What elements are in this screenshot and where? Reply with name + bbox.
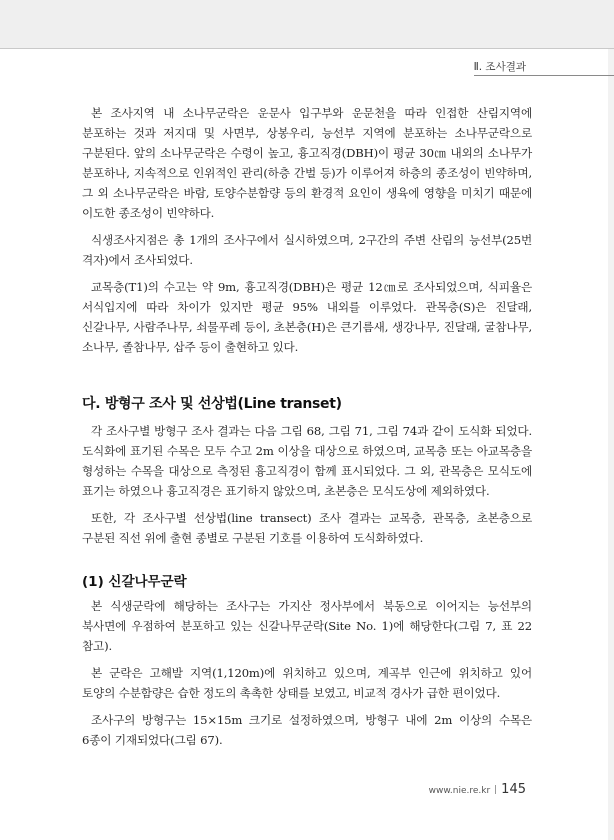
intro-paragraph-1: 본 조사지역 내 소나무군락은 운문사 입구부와 운문천을 따라 인접한 산림지역에 분포하는 것과 저지대 및 사면부, 상봉우리, 능선부 지역에 분포하는 소나무군락으로 구분된다. 앞의 소나무군락은 수령이 높고, 흉고직경(DBH)이 평균 30㎝ 내외의 소나무가 분포하나, 지속적으로 인위적인 관리(하층 간벌 등)가 이루어져 하층의 종조성이 빈약하며, 그 외 소나무군락은 바람, 토양수분함량 등의 환경적 요인이 생육에 영향을 미치기 때문에 이도한 종조성이 빈약하다. bbox=[82, 106, 532, 220]
page-edge-tab bbox=[608, 49, 614, 840]
header-divider bbox=[0, 48, 614, 49]
page-body bbox=[82, 103, 532, 757]
section-paragraph-2: 또한, 각 조사구별 선상법(line transect) 조사 결과는 교목층, 관목층, 초본층으로 구분된 직선 위에 출현 종별로 구분된 기호를 이용하여 도식화하였다. bbox=[82, 511, 532, 545]
subsection-paragraph-1: 본 식생군락에 해당하는 조사구는 가지산 정사부에서 북동으로 이어지는 능선부의 북사면에 우점하여 분포하고 있는 신갈나무군락(Site No. 1)에 해당한다(그림 7, 표 22 참고). bbox=[82, 599, 532, 653]
subsection-paragraph-3: 조사구의 방형구는 15×15m 크기로 설정하였으며, 방형구 내에 2m 이상의 수목은 6종이 기재되었다(그림 67). bbox=[82, 713, 532, 747]
chapter-label: Ⅱ. 조사결과 bbox=[473, 61, 526, 73]
intro-paragraph-3: 교목층(T1)의 수고는 약 9m, 흉고직경(DBH)은 평균 12㎝로 조사되었으며, 식피율은 서식입지에 따라 차이가 있지만 평균 95% 내외를 이루었다. 관목층(S)은 진달래, 신갈나무, 사람주나무, 쇠물푸레 등이, 초본층(H)은 큰기름새, 생강나무, 진달래, 굴참나무, 소나무, 졸참나무, 삽주 등이 출현하고 있다. bbox=[82, 280, 532, 354]
page-footer bbox=[429, 778, 526, 797]
footer-website: www.nie.re.kr bbox=[428, 786, 491, 796]
section-heading: 다. 방형구 조사 및 선상법(Line transet) bbox=[82, 396, 342, 412]
intro-paragraph-2: 식생조사지점은 총 1개의 조사구에서 실시하였으며, 2구간의 주변 산림의 능선부(25번 격자)에서 조사되었다. bbox=[82, 233, 532, 267]
page-number: 145 bbox=[501, 782, 526, 797]
footer-separator bbox=[495, 785, 496, 794]
chapter-underline bbox=[474, 75, 614, 76]
subsection-heading: (1) 신갈나무군락 bbox=[82, 574, 187, 590]
subsection-paragraph-2: 본 군락은 고해발 지역(1,120m)에 위치하고 있으며, 계곡부 인근에 위치하고 있어 토양의 수분함량은 습한 정도의 촉촉한 상태를 보였고, 비교적 경사가 급한 편이었다. bbox=[82, 666, 532, 700]
section-paragraph-1: 각 조사구별 방형구 조사 결과는 다음 그림 68, 그림 71, 그림 74과 같이 도식화 되었다. 도식화에 표기된 수목은 모두 수고 2m 이상을 대상으로 하였으며, 교목층 또는 아교목층을 형성하는 수목을 대상으로 측정된 흉고직경이 함께 표시되었다. 그 외, 관목층은 모식도에 표기는 하였으나 흉고직경은 표기하지 않았으며, 초본층은 모식도상에 제외하였다. bbox=[82, 424, 532, 498]
header-band bbox=[0, 0, 614, 48]
